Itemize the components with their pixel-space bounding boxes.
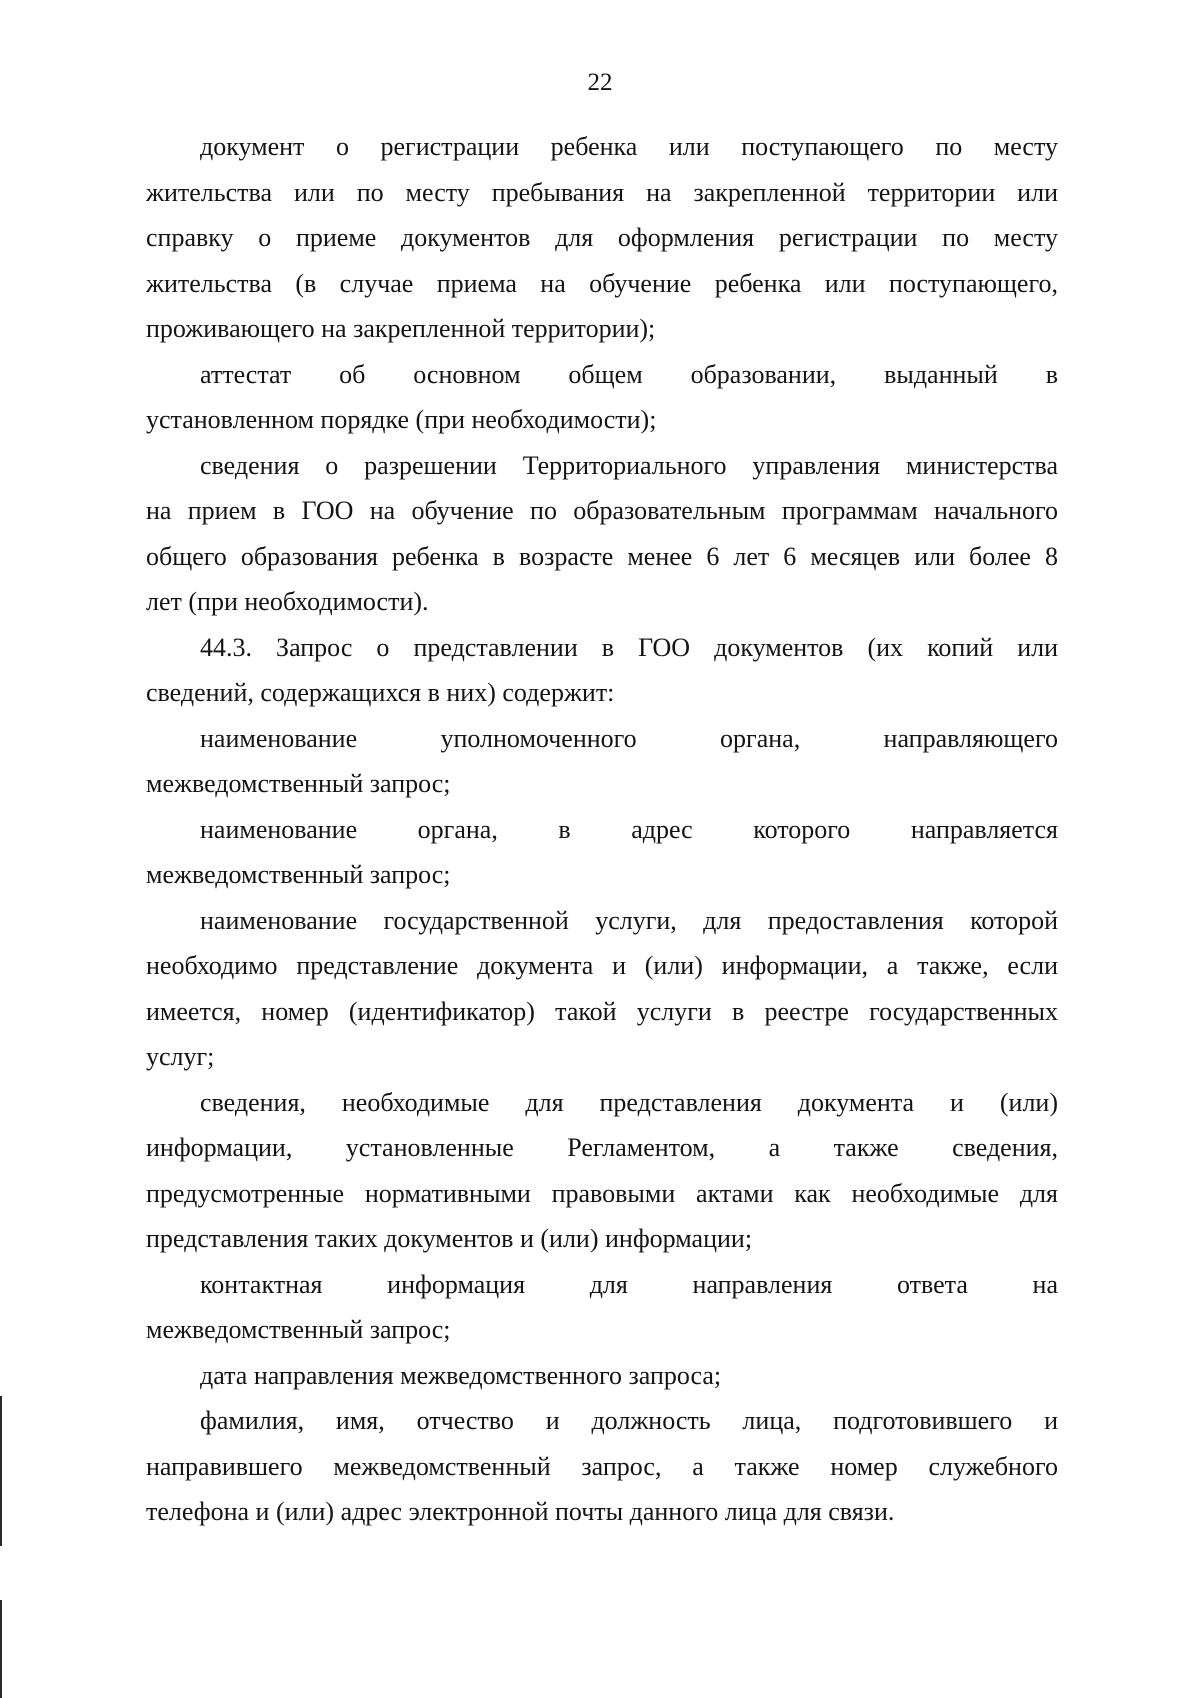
text-line: на прием в ГОО на обучение по образовательным программам начального bbox=[146, 496, 1058, 525]
text-line: наименование органа, в адрес которого направляется bbox=[200, 814, 1058, 844]
text-line: 44.3. Запрос о представлении в ГОО документов (их копий или bbox=[200, 632, 1058, 662]
page-number: 22 bbox=[587, 69, 613, 96]
text-line: лет (при необходимости). bbox=[146, 587, 429, 616]
text-line: сведения, необходимые для представления документа и (или) bbox=[200, 1087, 1058, 1117]
text-line: фамилия, имя, отчество и должность лица, подготовившего и bbox=[200, 1406, 1058, 1435]
document-body bbox=[146, 124, 1058, 1535]
text-line: наименование государственной услуги, для предоставления которой bbox=[200, 905, 1058, 935]
text-line: документ о регистрации ребенка или поступающего по месту bbox=[200, 132, 1058, 161]
text-line: дата направления межведомственного запроса; bbox=[200, 1360, 722, 1390]
paragraph-p8 bbox=[146, 1080, 1058, 1262]
text-line: сведения о разрешении Территориального управления министерства bbox=[200, 450, 1058, 480]
paragraph-p4 bbox=[146, 625, 1058, 716]
text-line: направившего межведомственный запрос, а также номер служебного bbox=[146, 1451, 1058, 1481]
text-line: информации, установленные Регламентом, а также сведения, bbox=[146, 1133, 1058, 1162]
text-line: контактная информация для направления ответа на bbox=[200, 1269, 1058, 1299]
scan-edge-mark bbox=[0, 1396, 2, 1546]
text-line: сведений, содержащихся в них) содержит: bbox=[146, 678, 615, 707]
paragraph-p5 bbox=[146, 716, 1058, 807]
text-line: услуг; bbox=[146, 1042, 215, 1071]
paragraph-p9 bbox=[146, 1262, 1058, 1353]
scan-edge-mark bbox=[0, 1600, 2, 1698]
paragraph-p10 bbox=[146, 1353, 1058, 1399]
text-line: наименование уполномоченного органа, направляющего bbox=[200, 723, 1058, 753]
text-line: жительства или по месту пребывания на закрепленной территории или bbox=[146, 177, 1058, 207]
text-line: представления таких документов и (или) информации; bbox=[146, 1224, 753, 1253]
text-line: телефона и (или) адрес электронной почты данного лица для связи. bbox=[146, 1497, 895, 1526]
text-line: жительства (в случае приема на обучение ребенка или поступающего, bbox=[146, 268, 1058, 298]
paragraph-p11 bbox=[146, 1398, 1058, 1535]
text-line: имеется, номер (идентификатор) такой услуги в реестре государственных bbox=[146, 996, 1058, 1026]
text-line: межведомственный запрос; bbox=[146, 1315, 451, 1344]
paragraph-p2 bbox=[146, 352, 1058, 443]
text-line: предусмотренные нормативными правовыми актами как необходимые для bbox=[146, 1178, 1058, 1208]
text-line: межведомственный запрос; bbox=[146, 769, 451, 798]
paragraph-p6 bbox=[146, 807, 1058, 898]
text-line: межведомственный запрос; bbox=[146, 860, 451, 889]
text-line: необходимо представление документа и (или) информации, а также, если bbox=[146, 951, 1058, 980]
paragraph-p1 bbox=[146, 124, 1058, 352]
text-line: общего образования ребенка в возрасте менее 6 лет 6 месяцев или более 8 bbox=[146, 541, 1058, 571]
text-line: аттестат об основном общем образовании, выданный в bbox=[200, 359, 1058, 389]
paragraph-p7 bbox=[146, 898, 1058, 1080]
text-line: установленном порядке (при необходимости); bbox=[146, 405, 657, 434]
paragraph-p3 bbox=[146, 443, 1058, 625]
text-line: справку о приеме документов для оформления регистрации по месту bbox=[146, 223, 1058, 252]
text-line: проживающего на закрепленной территории); bbox=[146, 314, 656, 343]
